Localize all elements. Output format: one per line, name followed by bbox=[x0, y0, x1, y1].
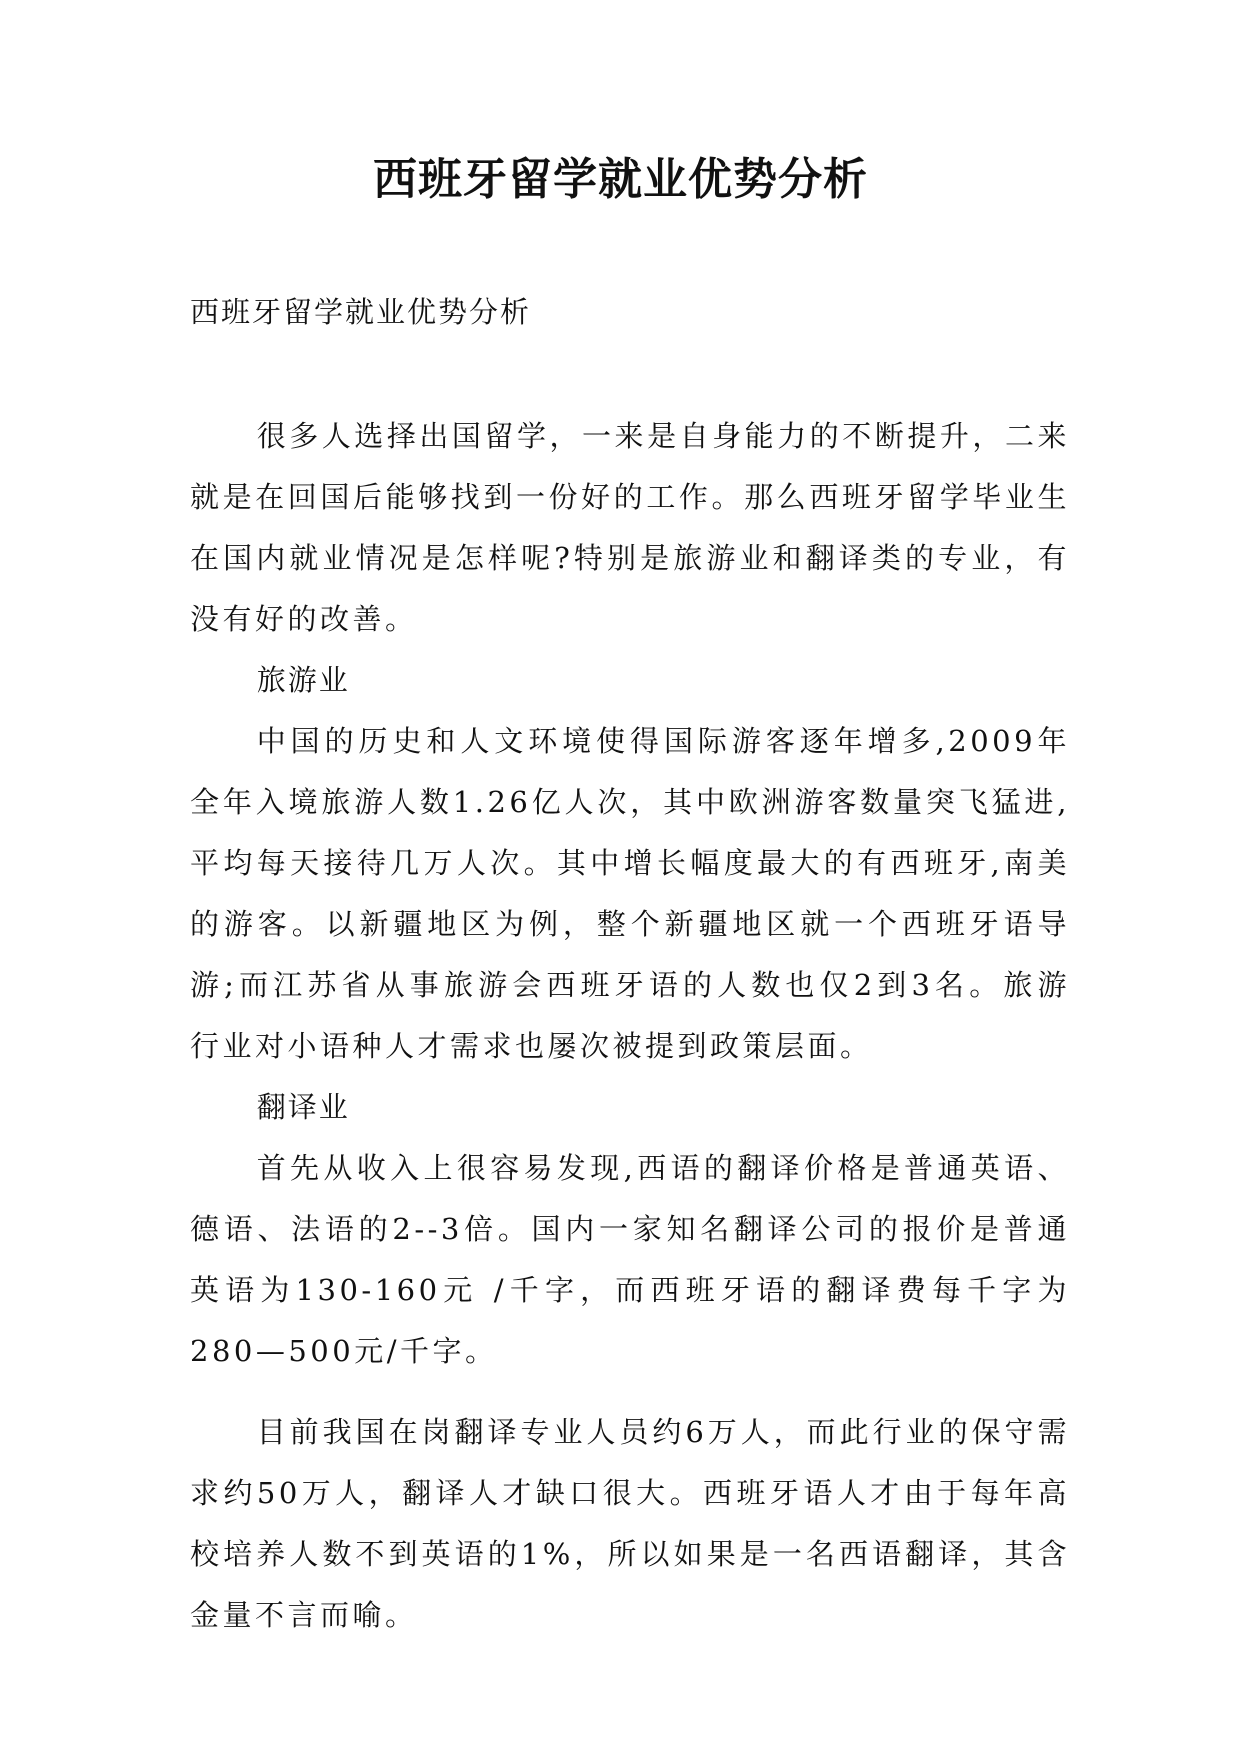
document-body bbox=[190, 406, 1070, 1646]
page-title: 西班牙留学就业优势分析 bbox=[373, 154, 868, 205]
section-heading-translation: 翻译业 bbox=[256, 1090, 350, 1124]
document-subtitle: 西班牙留学就业优势分析 bbox=[190, 295, 532, 329]
paragraph-gap bbox=[190, 1382, 1070, 1402]
translation-paragraph-1: 首先从收入上很容易发现,西语的翻译价格是普通英语、德语、法语的2--3倍。国内一家知名翻译公司的报价是普通英语为130-160元 /千字，而西班牙语的翻译费每千字为280—500元/千字。 bbox=[190, 1151, 1070, 1368]
translation-paragraph-2: 目前我国在岗翻译专业人员约6万人，而此行业的保守需求约50万人，翻译人才缺口很大。西班牙语人才由于每年高校培养人数不到英语的1%，所以如果是一名西语翻译，其含金量不言而喻。 bbox=[190, 1415, 1070, 1632]
tourism-paragraph: 中国的历史和人文环境使得国际游客逐年增多,2009年全年入境旅游人数1.26亿人次，其中欧洲游客数量突飞猛进,平均每天接待几万人次。其中增长幅度最大的有西班牙,南美的游客。以新疆地区为例，整个新疆地区就一个西班牙语导游;而江苏省从事旅游会西班牙语的人数也仅2到3名。旅游 行业对小语种人才需求也屡次被提到政策层面。 bbox=[190, 724, 1070, 1063]
intro-paragraph: 很多人选择出国留学，一来是自身能力的不断提升，二来就是在回国后能够找到一份好的工作。那么西班牙留学毕业生在国内就业情况是怎样呢?特别是旅游业和翻译类的专业，有没有好的改善。 bbox=[190, 419, 1070, 636]
section-heading-tourism: 旅游业 bbox=[256, 663, 350, 697]
